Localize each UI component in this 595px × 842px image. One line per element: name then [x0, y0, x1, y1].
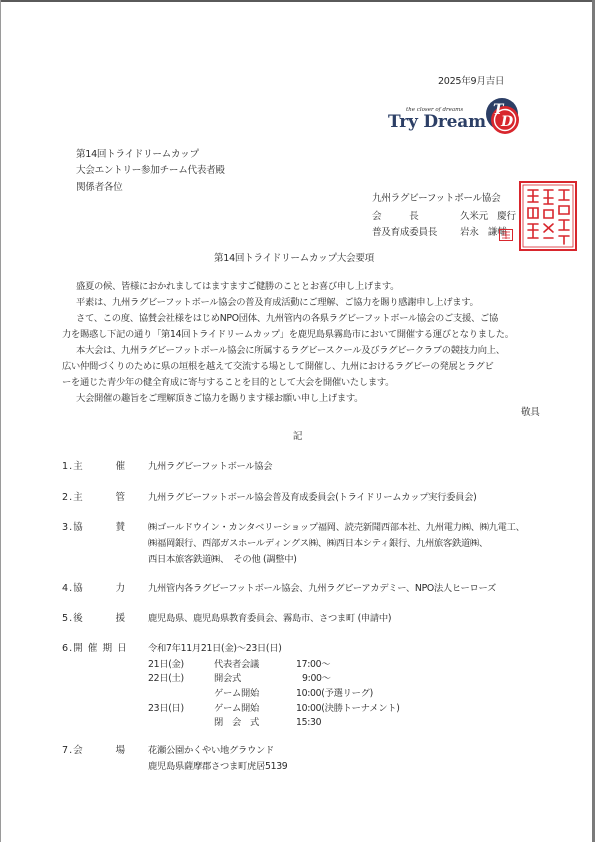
item-label: 6.開 催 期 日: [62, 643, 128, 654]
body-line: ーを通じた青少年の健全育成に寄与することを目的として大会を開催いたします。: [62, 377, 395, 388]
schedule-time: 15:30: [296, 717, 322, 728]
association-stamp-icon: [518, 180, 578, 252]
body-line: 盛夏の候、皆様におかれましてはますますご健勝のこととお喜び申し上げます。: [76, 281, 400, 292]
svg-text:D: D: [501, 114, 514, 130]
item-value: ㈱ゴールドウイン・カンタベリーショップ福岡、読売新聞西部本社、九州電力㈱、㈱九電工、: [148, 522, 525, 533]
ki-heading: 記: [292, 431, 303, 442]
sender-name: 久米元 慶行: [460, 211, 516, 222]
recipient-line: 関係者各位: [76, 182, 123, 193]
personal-seal-icon: [499, 229, 513, 241]
schedule-time: 9:00〜: [302, 673, 331, 684]
scan-edge-left: [0, 0, 1, 842]
schedule-time: 10:00(予選リーグ): [296, 688, 373, 699]
schedule-event: 開会式: [214, 673, 241, 684]
sender-name: 岩永 謙輔: [460, 227, 507, 238]
item-label: 7.会 場: [62, 745, 127, 756]
body-line: 広い仲間づくりのために県の垣根を越えて交流する場として開催し、九州におけるラグビーの発展とラグビ: [62, 361, 494, 372]
body-line: 平素は、九州ラグビーフットボール協会の普及育成活動にご理解、ご協力を賜り感謝申し上げます。: [76, 297, 479, 308]
logo-tagline: the closer of dreams: [406, 107, 464, 113]
schedule-day: 23日(日): [148, 703, 184, 714]
schedule-event: 代表者会議: [214, 659, 259, 670]
recipient-line: 大会エントリー参加チーム代表者殿: [76, 165, 225, 176]
item-label: 5.後 援: [62, 613, 127, 624]
scan-edge-top: [0, 0, 595, 2]
item-value: 花瀬公園かくやい地グラウンド: [148, 745, 274, 756]
try-dream-logo: [388, 92, 528, 140]
document-date: 2025年9月吉日: [438, 76, 505, 87]
body-line: 大会開催の趣旨をご理解頂きご協力を賜ります様お願い申し上げます。: [76, 393, 364, 404]
item-value: 令和7年11月21日(金)〜23日(日): [148, 643, 282, 654]
schedule-event: ゲーム開始: [214, 703, 259, 714]
item-value: 九州管内各ラグビーフットボール協会、九州ラグビーアカデミー、NPO法人ヒーローズ: [148, 583, 497, 594]
item-value: 鹿児島県、鹿児島県教育委員会、霧島市、さつま町 (申請中): [148, 613, 392, 624]
schedule-day: 21日(金): [148, 659, 184, 670]
svg-text:T: T: [493, 102, 504, 118]
sender-org: 九州ラグビーフットボール協会: [372, 193, 501, 204]
item-value: ㈱福岡銀行、西部ガスホールディングス㈱、㈱西日本シティ銀行、九州旅客鉄道㈱、: [148, 538, 488, 549]
body-line: 本大会は、九州ラグビーフットボール協会に所属するラグビースクール及びラグビークラブの競技力向上、: [76, 345, 505, 356]
schedule-time: 17:00〜: [296, 659, 331, 670]
recipient-line: 第14回トライドリームカップ: [76, 149, 199, 160]
sender-title: 普及育成委員長: [372, 227, 438, 238]
item-label: 1.主 催: [62, 461, 127, 472]
schedule-day: 22日(土): [148, 673, 184, 684]
sender-title: 会 長: [372, 211, 419, 222]
item-value: 九州ラグビーフットボール協会普及育成委員会(トライドリームカップ実行委員会): [148, 492, 477, 503]
item-value: 西日本旅客鉄道㈱、 その他 (調整中): [148, 554, 297, 565]
item-value: 鹿児島県薩摩郡さつま町虎居5139: [148, 761, 288, 772]
document-title: 第14回トライドリームカップ大会要項: [214, 253, 374, 264]
logo-wordmark: Try Dream: [388, 112, 486, 132]
item-label: 3.協 賛: [62, 522, 127, 533]
item-label: 2.主 管: [62, 492, 127, 503]
body-line: 力を賜惑し下記の通り「第14回トライドリームカップ」を鹿児島県霧島市において開催する運びとなりました。: [62, 329, 514, 340]
body-line: さて、この度、協賛会社様をはじめNPO団体、九州管内の各県ラグビーフットボール協会のご支援、ご協: [76, 313, 498, 324]
schedule-time: 10:00(決勝トーナメント): [296, 703, 400, 714]
item-label: 4.協 力: [62, 583, 127, 594]
schedule-event: 閉 会 式: [214, 717, 259, 728]
closing-word: 敬具: [521, 407, 540, 418]
schedule-event: ゲーム開始: [214, 688, 259, 699]
item-value: 九州ラグビーフットボール協会: [148, 461, 273, 472]
td-logo-icon: [477, 92, 523, 138]
